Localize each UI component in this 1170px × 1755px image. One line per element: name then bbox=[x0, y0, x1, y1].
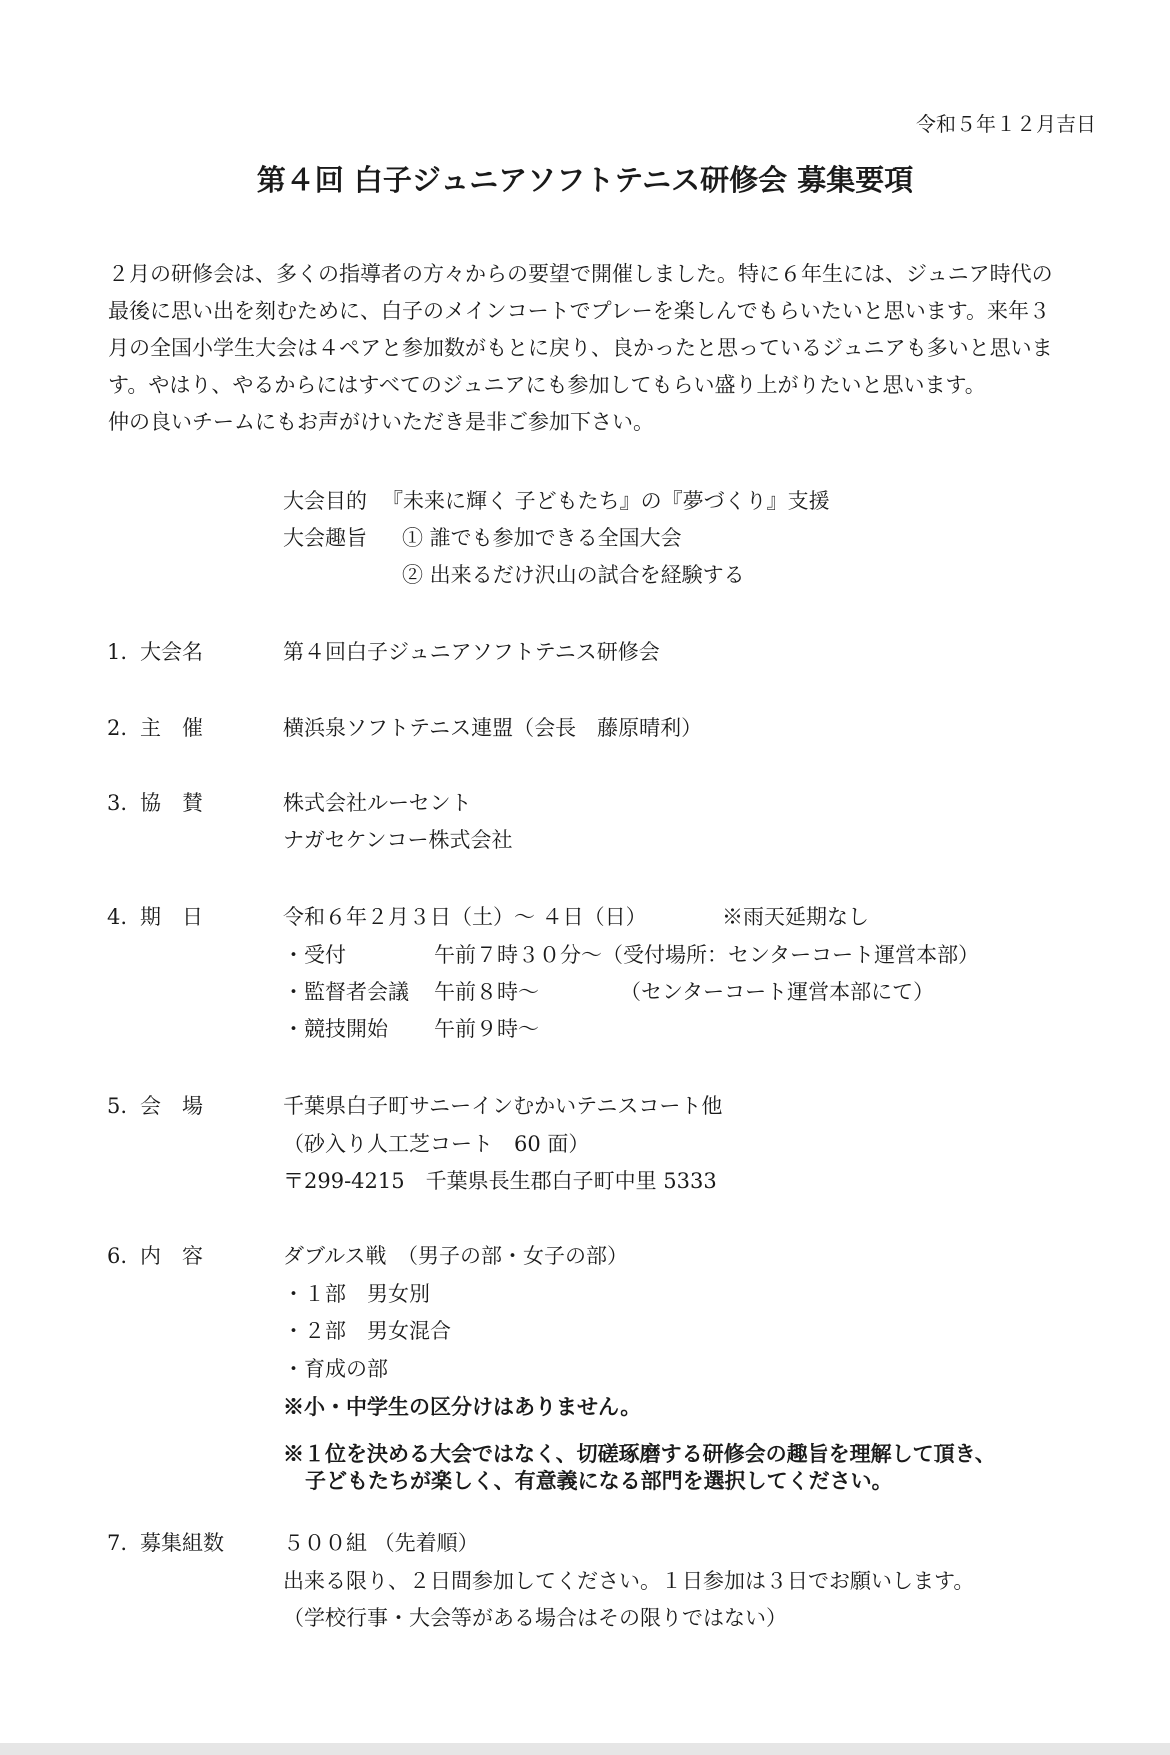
aim-item: ① 誰でも参加できる全国大会 bbox=[402, 526, 682, 550]
purpose-text: 『未来に輝く 子どもたち』の『夢づくり』支援 bbox=[382, 489, 830, 513]
section-value: 第４回白子ジュニアソフトテニス研修会 bbox=[283, 640, 660, 664]
section-number: 3. bbox=[107, 791, 128, 815]
intro-line: す。やはり、やるからにはすべてのジュニアにも参加してもらい盛り上がりたいと思います。 bbox=[108, 373, 986, 397]
purpose-label: 大会目的 bbox=[283, 489, 367, 513]
rain-note: ※雨天延期なし bbox=[722, 905, 869, 929]
section-number: 2. bbox=[107, 716, 128, 740]
content-line: ・２部 男女混合 bbox=[283, 1319, 451, 1343]
venue-address: 〒299-4215 千葉県長生郡白子町中里 5333 bbox=[283, 1169, 717, 1193]
section-label: 主 催 bbox=[140, 716, 203, 740]
section-number: 7. bbox=[107, 1531, 128, 1555]
intro-line: ２月の研修会は、多くの指導者の方々からの要望で開催しました。特に６年生には、ジュニア時代の bbox=[108, 262, 1053, 286]
content-line: ダブルス戦 （男子の部・女子の部） bbox=[283, 1244, 629, 1268]
section-label: 協 賛 bbox=[140, 791, 203, 815]
aim-item: ② 出来るだけ沢山の試合を経験する bbox=[402, 563, 745, 587]
section-value: 横浜泉ソフトテニス連盟（会長 藤原晴利） bbox=[283, 716, 703, 740]
schedule-extra: （センターコート運営本部にて） bbox=[620, 980, 935, 1004]
content-note-bold: ※１位を決める大会ではなく、切磋琢磨する研修会の趣旨を理解して頂き、 bbox=[283, 1441, 996, 1466]
section-label: 会 場 bbox=[140, 1094, 203, 1118]
event-dates: 令和６年２月３日（土）～ ４日（日） bbox=[283, 905, 647, 929]
recruit-note: 出来る限り、２日間参加してください。１日参加は３日でお願いします。 bbox=[283, 1569, 975, 1593]
content-note-bold: 子どもたちが楽しく、有意義になる部門を選択してください。 bbox=[305, 1468, 893, 1493]
schedule-item: ・競技開始 bbox=[283, 1017, 388, 1041]
issue-date: 令和５年１２月吉日 bbox=[916, 112, 1096, 136]
page-bottom-edge bbox=[0, 1743, 1170, 1755]
document-title: 第４回 白子ジュニアソフトテニス研修会 募集要項 bbox=[256, 163, 914, 197]
intro-paragraph bbox=[108, 256, 1098, 441]
section-label: 内 容 bbox=[140, 1244, 203, 1268]
section-value: 株式会社ルーセント bbox=[283, 791, 472, 815]
schedule-time: 午前７時３０分～（受付場所：センターコート運営本部） bbox=[434, 943, 980, 967]
section-number: 5. bbox=[107, 1094, 128, 1118]
recruit-exception: （学校行事・大会等がある場合はその限りではない） bbox=[283, 1606, 787, 1630]
schedule-time: 午前８時～ bbox=[434, 980, 539, 1004]
content-line: ・育成の部 bbox=[283, 1357, 388, 1381]
recruit-count: ５００組 （先着順） bbox=[283, 1531, 479, 1555]
section-label: 大会名 bbox=[140, 640, 203, 664]
section-number: 1. bbox=[107, 640, 128, 664]
aim-label: 大会趣旨 bbox=[283, 526, 367, 550]
section-label: 募集組数 bbox=[140, 1531, 224, 1555]
intro-line: 月の全国小学生大会は４ペアと参加数がもとに戻り、良かったと思っているジュニアも多いと思いま bbox=[108, 336, 1053, 360]
section-value: ナガセケンコー株式会社 bbox=[283, 828, 513, 852]
content-line: ・１部 男女別 bbox=[283, 1282, 430, 1306]
content-note-bold: ※小・中学生の区分けはありません。 bbox=[283, 1394, 642, 1419]
schedule-item: ・監督者会議 bbox=[283, 980, 409, 1004]
schedule-item: ・受付 bbox=[283, 943, 346, 967]
venue-court-type: （砂入り人工芝コート 60 面） bbox=[283, 1132, 590, 1156]
venue-name: 千葉県白子町サニーインむかいテニスコート他 bbox=[283, 1094, 723, 1118]
section-number: 4. bbox=[107, 905, 128, 929]
schedule-time: 午前９時～ bbox=[434, 1017, 539, 1041]
intro-line: 最後に思い出を刻むために、白子のメインコートでプレーを楽しんでもらいたいと思います。来年３ bbox=[108, 299, 1051, 323]
section-label: 期 日 bbox=[140, 905, 203, 929]
intro-line: 仲の良いチームにもお声がけいただき是非ご参加下さい。 bbox=[108, 410, 654, 434]
section-number: 6. bbox=[107, 1244, 128, 1268]
